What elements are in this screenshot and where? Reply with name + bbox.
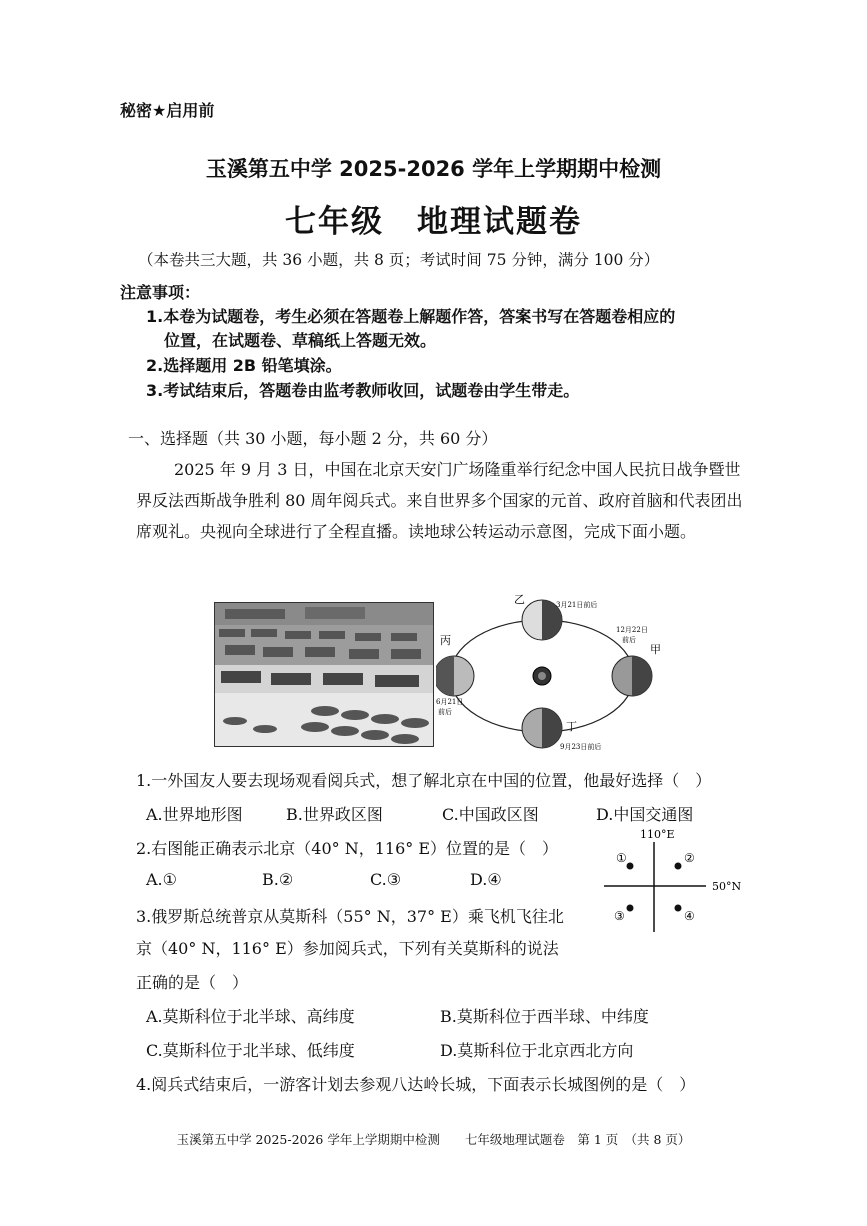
q1-option-b: B.世界政区图 [286,805,383,824]
reading-passage: 2025 年 9 月 3 日，中国在北京天安门广场隆重举行纪念中国人民抗日战争暨世界反法西斯战争胜利 80 周年阅兵式。来自世界多个国家的元首、政府首脑和代表团出席观礼。央视向全球进行了全程直播。读地球公转运动示意图，完成下面小题。 [136,460,743,541]
notice-heading: 注意事项： [120,283,201,302]
label-jun21-a: 6月21日 [436,698,464,706]
q3-option-b: B.莫斯科位于西半球、中纬度 [440,1007,649,1026]
parade-photo [214,602,434,747]
question-3-line-2: 京（40° N，116° E）参加阅兵式，下列有关莫斯科的说法 [136,939,559,958]
question-3-line-3: 正确的是（ ） [136,973,249,992]
point-4: ④ [684,909,695,923]
section-heading: 一、选择题（共 30 小题，每小题 2 分，共 60 分） [128,429,498,448]
point-3: ③ [614,909,625,923]
label-dec22-a: 12月22日 [616,626,648,634]
lon-label: 110°E [640,828,675,841]
point-1: ① [616,851,627,865]
notice-item-2: 2.选择题用 2B 铅笔填涂。 [146,356,342,375]
page-footer: 玉溪第五中学 2025-2026 学年上学期期中检测 七年级地理试题卷 第 1 页 （共 8 页） [176,1132,691,1147]
question-2-stem: 2.右图能正确表示北京（40° N，116° E）位置的是（ ） [136,839,559,858]
q2-option-d: D.④ [470,870,502,889]
lat-label: 50°N [712,880,742,893]
notice-item-3: 3.考试结束后，答题卷由监考教师收回，试题卷由学生带走。 [146,381,580,400]
label-yi: 乙 [514,593,525,606]
lat-lon-diagram [600,826,750,936]
earth-orbit-diagram [436,592,686,754]
label-ding: 丁 [566,720,577,733]
q3-option-a: A.莫斯科位于北半球、高纬度 [146,1007,355,1026]
question-3-line-1: 3.俄罗斯总统普京从莫斯科（55° N，37° E）乘飞机飞往北 [136,907,564,926]
question-4-stem: 4.阅兵式结束后，一游客计划去参观八达岭长城，下面表示长城图例的是（ ） [136,1075,696,1094]
q3-option-c: C.莫斯科位于北半球、低纬度 [146,1041,355,1060]
question-1-stem: 1.一外国友人要去现场观看阅兵式，想了解北京在中国的位置，他最好选择（ ） [136,771,712,790]
confidential-label: 秘密★启用前 [120,101,215,120]
label-jun21-b: 前后 [438,708,452,716]
label-jia: 甲 [650,643,661,656]
notice-item-1-cont: 位置，在试题卷、草稿纸上答题无效。 [164,331,437,350]
label-dec22-b: 前后 [622,636,636,644]
q1-option-c: C.中国政区图 [442,805,539,824]
point-2: ② [684,851,695,865]
q2-option-a: A.① [146,870,177,889]
q2-option-c: C.③ [370,870,402,889]
school-exam-title: 玉溪第五中学 2025-2026 学年上学期期中检测 [205,157,662,181]
label-mar21: 3月21日前后 [556,601,598,609]
q3-option-d: D.莫斯科位于北京西北方向 [440,1041,634,1060]
label-sep23: 9月23日前后 [560,743,602,751]
q1-option-a: A.世界地形图 [146,805,243,824]
q1-option-d: D.中国交通图 [596,805,694,824]
q2-option-b: B.② [262,870,294,889]
label-bing: 丙 [440,634,451,647]
exam-info: （本卷共三大题，共 36 小题，共 8 页；考试时间 75 分钟，满分 100 分） [138,251,660,269]
notice-item-1: 1.本卷为试题卷，考生必须在答题卷上解题作答，答案书写在答题卷相应的 [146,307,676,326]
page-title: 七年级 地理试题卷 [285,204,582,240]
